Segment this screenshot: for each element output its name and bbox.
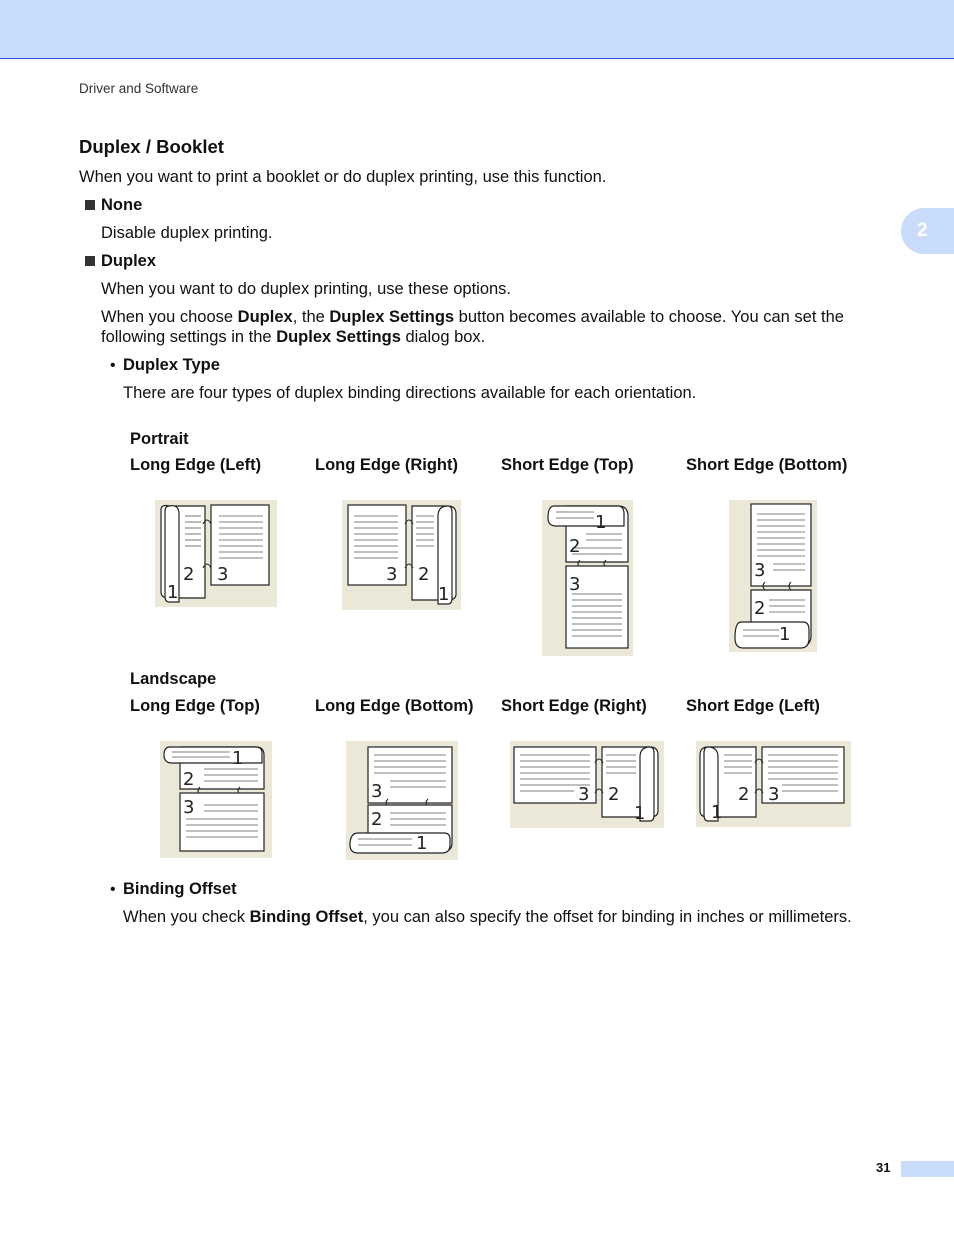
section-title: Duplex / Booklet: [79, 136, 224, 157]
landscape-caption-long-bottom: Long Edge (Bottom): [315, 697, 474, 715]
portrait-caption-long-left: Long Edge (Left): [130, 456, 262, 474]
duplex-desc: When you want to do duplex printing, use these options.: [101, 280, 512, 298]
landscape-caption-long-top: Long Edge (Top): [130, 697, 260, 715]
page-number-1: 1: [779, 624, 791, 645]
page-number-3: 3: [217, 564, 229, 585]
duplex-settings-paragraph-line1: [101, 308, 844, 327]
landscape-short-edge-left-illustration: [696, 741, 851, 827]
binding-offset-desc: [123, 908, 852, 927]
portrait-caption-long-right: Long Edge (Right): [315, 456, 458, 474]
page-number-2: 2: [183, 564, 195, 585]
duplex-type-desc: There are four types of duplex binding directions available for each orientation.: [123, 384, 697, 402]
portrait-long-edge-right-illustration: [342, 500, 461, 610]
page-number: 31: [876, 1160, 891, 1175]
landscape-short-edge-right-illustration: [510, 741, 664, 828]
bold-term: Duplex Settings: [329, 308, 455, 326]
page-number-3: 3: [578, 784, 590, 805]
portrait-caption-short-bottom: Short Edge (Bottom): [686, 456, 848, 474]
page-number-1: 1: [595, 512, 607, 533]
landscape-heading: Landscape: [130, 670, 217, 688]
page-number-2: 2: [418, 564, 430, 585]
bold-term: Duplex: [237, 308, 293, 326]
bullet-dot: •: [110, 881, 116, 898]
intro-text: When you want to print a booklet or do duplex printing, use this function.: [79, 168, 607, 186]
page-number-3: 3: [768, 784, 780, 805]
landscape-long-edge-bottom-illustration: [346, 741, 458, 860]
portrait-long-edge-left-illustration: [155, 500, 277, 607]
page-number-1: 1: [232, 748, 244, 769]
none-label: None: [101, 196, 143, 214]
page-number-1: 1: [167, 582, 179, 603]
footer-bar: [901, 1161, 954, 1177]
page-number-3: 3: [371, 781, 383, 802]
chapter-number: 2: [917, 220, 928, 241]
page-number-1: 1: [438, 584, 450, 605]
duplex-label: Duplex: [101, 252, 157, 270]
text-run: following settings in the: [101, 328, 277, 346]
text-run: When you check: [123, 908, 250, 926]
page-number-1: 1: [634, 803, 646, 824]
bold-term: Binding Offset: [249, 908, 364, 926]
text-run: When you choose: [101, 308, 238, 326]
page-number-1: 1: [416, 833, 428, 854]
chapter-tab: [901, 208, 954, 254]
page-number-2: 2: [608, 784, 620, 805]
square-bullet-icon: [85, 200, 95, 210]
portrait-short-edge-top-illustration: [542, 500, 633, 656]
page-number-3: 3: [569, 574, 581, 595]
page-number-2: 2: [738, 784, 750, 805]
page-number-3: 3: [754, 560, 766, 581]
page-number-3: 3: [386, 564, 398, 585]
running-header: Driver and Software: [79, 81, 199, 96]
portrait-heading: Portrait: [130, 430, 189, 448]
page-number-1: 1: [711, 802, 723, 823]
portrait-caption-short-top: Short Edge (Top): [501, 456, 634, 474]
page-number-3: 3: [183, 797, 195, 818]
duplex-settings-paragraph-line2: [101, 328, 485, 347]
page-number-2: 2: [183, 769, 195, 790]
bold-term: Duplex Settings: [276, 328, 401, 346]
page-number-2: 2: [569, 536, 581, 557]
text-run: , you can also specify the offset for binding in inches or millimeters.: [363, 908, 852, 926]
text-run: button becomes available to choose. You can set the: [454, 308, 844, 326]
none-desc: Disable duplex printing.: [101, 224, 273, 242]
square-bullet-icon: [85, 256, 95, 266]
page-number-2: 2: [371, 809, 383, 830]
landscape-caption-short-right: Short Edge (Right): [501, 697, 647, 715]
page-number-2: 2: [754, 598, 766, 619]
landscape-long-edge-top-illustration: [160, 741, 272, 858]
duplex-type-label: Duplex Type: [123, 356, 220, 374]
landscape-caption-short-left: Short Edge (Left): [686, 697, 820, 715]
bullet-dot: •: [110, 357, 116, 374]
binding-offset-label: Binding Offset: [123, 880, 237, 898]
text-run: , the: [292, 308, 330, 326]
text-run: dialog box.: [400, 328, 486, 346]
header-band: [0, 0, 954, 59]
portrait-short-edge-bottom-illustration: [729, 500, 817, 652]
